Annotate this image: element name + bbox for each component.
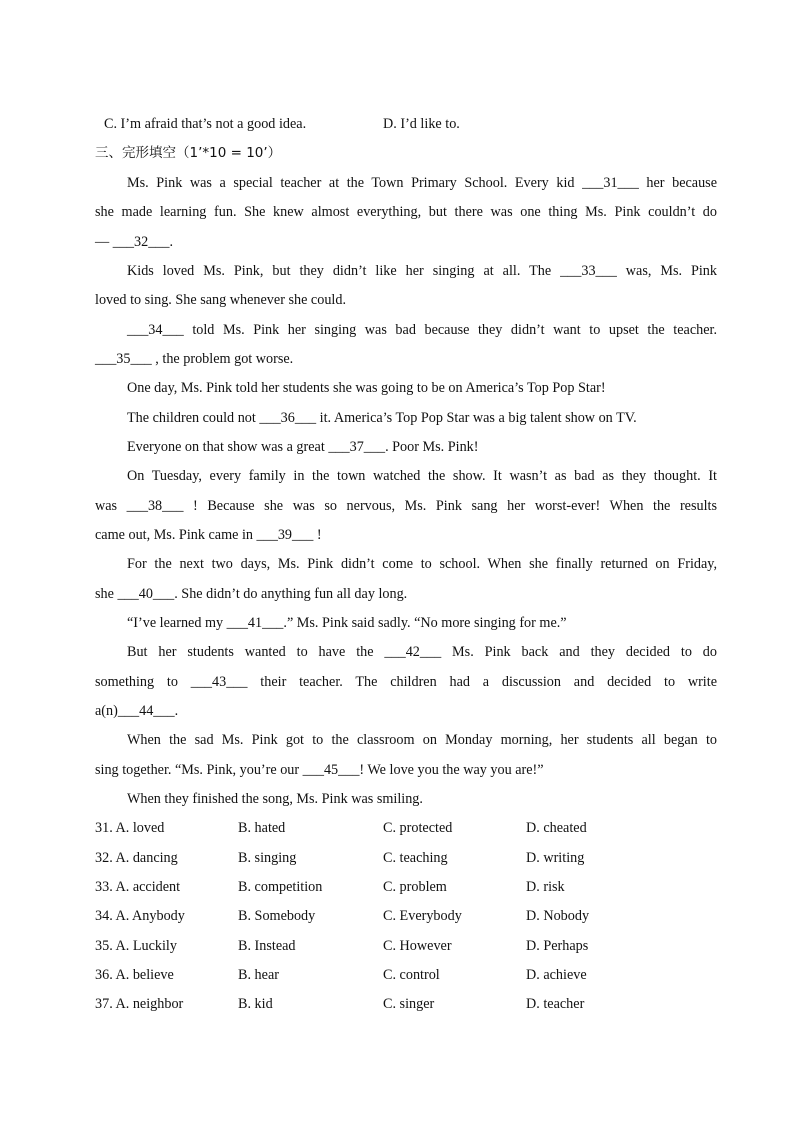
- option-a: 33. A. accident: [95, 879, 181, 895]
- passage-line: Everyone on that show was a great ___37___. Poor Ms. Pink!: [127, 439, 479, 455]
- option-d: D. teacher: [526, 996, 585, 1012]
- prev-option-d: D. I’d like to.: [383, 116, 460, 132]
- option-a: 37. A. neighbor: [95, 996, 184, 1012]
- passage-line: she ___40___. She didn’t do anything fun all day long.: [95, 586, 408, 602]
- passage-line: ___35___ , the problem got worse.: [95, 351, 294, 367]
- passage-line: “I’ve learned my ___41___.” Ms. Pink said sadly. “No more singing for me.”: [127, 615, 567, 631]
- option-c: C. Everybody: [383, 908, 462, 924]
- option-c: C. singer: [383, 996, 435, 1012]
- passage-line: sing together. “Ms. Pink, you’re our ___45___! We love you the way you are!”: [95, 762, 544, 778]
- passage-line: For the next two days, Ms. Pink didn’t come to school. When she finally returned on Friday,: [127, 556, 717, 572]
- option-c: C. problem: [383, 879, 447, 895]
- option-a: 31. A. loved: [95, 820, 165, 836]
- passage-line: ___34___ told Ms. Pink her singing was bad because they didn’t want to upset the teacher.: [127, 322, 717, 338]
- passage-line: came out, Ms. Pink came in ___39___ !: [95, 527, 322, 543]
- option-d: D. achieve: [526, 967, 587, 983]
- passage-line: When the sad Ms. Pink got to the classroom on Monday morning, her students all began to: [127, 732, 717, 748]
- option-b: B. hear: [238, 967, 279, 983]
- option-d: D. Nobody: [526, 908, 590, 924]
- option-a: 32. A. dancing: [95, 850, 178, 866]
- passage-line: One day, Ms. Pink told her students she was going to be on America’s Top Pop Star!: [127, 380, 606, 396]
- option-d: D. writing: [526, 850, 585, 866]
- option-c: C. teaching: [383, 850, 448, 866]
- question-row-33: [95, 877, 695, 897]
- option-b: B. Instead: [238, 938, 296, 954]
- option-c: C. However: [383, 938, 452, 954]
- option-a: 35. A. Luckily: [95, 938, 177, 954]
- option-c: C. control: [383, 967, 440, 983]
- option-a: 34. A. Anybody: [95, 908, 185, 924]
- passage-line: she made learning fun. She knew almost everything, but there was one thing Ms. Pink couldn’t do: [95, 204, 717, 220]
- option-b: B. competition: [238, 879, 323, 895]
- passage-line: a(n)___44___.: [95, 703, 179, 719]
- passage-line: Kids loved Ms. Pink, but they didn’t like her singing at all. The ___33___ was, Ms. Pink: [127, 263, 717, 279]
- passage-line: But her students wanted to have the ___42___ Ms. Pink back and they decided to do: [127, 644, 717, 660]
- option-d: D. Perhaps: [526, 938, 589, 954]
- option-d: D. cheated: [526, 820, 587, 836]
- passage-line: Ms. Pink was a special teacher at the Town Primary School. Every kid ___31___ her because: [127, 175, 717, 191]
- option-d: D. risk: [526, 879, 565, 895]
- option-c: C. protected: [383, 820, 453, 836]
- passage-line: loved to sing. She sang whenever she could.: [95, 292, 346, 308]
- passage-line: was ___38___ ! Because she was so nervous, Ms. Pink sang her worst-ever! When the results: [95, 498, 717, 514]
- question-row-31: [95, 818, 695, 838]
- passage-line: On Tuesday, every family in the town watched the show. It wasn’t as bad as they thought. It: [127, 468, 717, 484]
- passage-line: The children could not ___36___ it. America’s Top Pop Star was a big talent show on TV.: [127, 410, 637, 426]
- passage-line: When they finished the song, Ms. Pink was smiling.: [127, 791, 423, 807]
- option-b: B. hated: [238, 820, 286, 836]
- option-b: B. Somebody: [238, 908, 316, 924]
- option-b: B. kid: [238, 996, 273, 1012]
- question-row-34: [95, 906, 695, 926]
- question-row-36: [95, 965, 695, 985]
- question-row-32: [95, 848, 695, 868]
- option-b: B. singing: [238, 850, 297, 866]
- passage-line: — ___32___.: [95, 234, 174, 250]
- passage-line: something to ___43___ their teacher. The children had a discussion and decided to write: [95, 674, 717, 690]
- question-row-37: [95, 994, 695, 1014]
- section-title: 三、完形填空（1’*10 = 10’）: [95, 145, 282, 161]
- prev-option-c: C. I’m afraid that’s not a good idea.: [104, 116, 307, 132]
- option-a: 36. A. believe: [95, 967, 174, 983]
- question-row-35: [95, 936, 695, 956]
